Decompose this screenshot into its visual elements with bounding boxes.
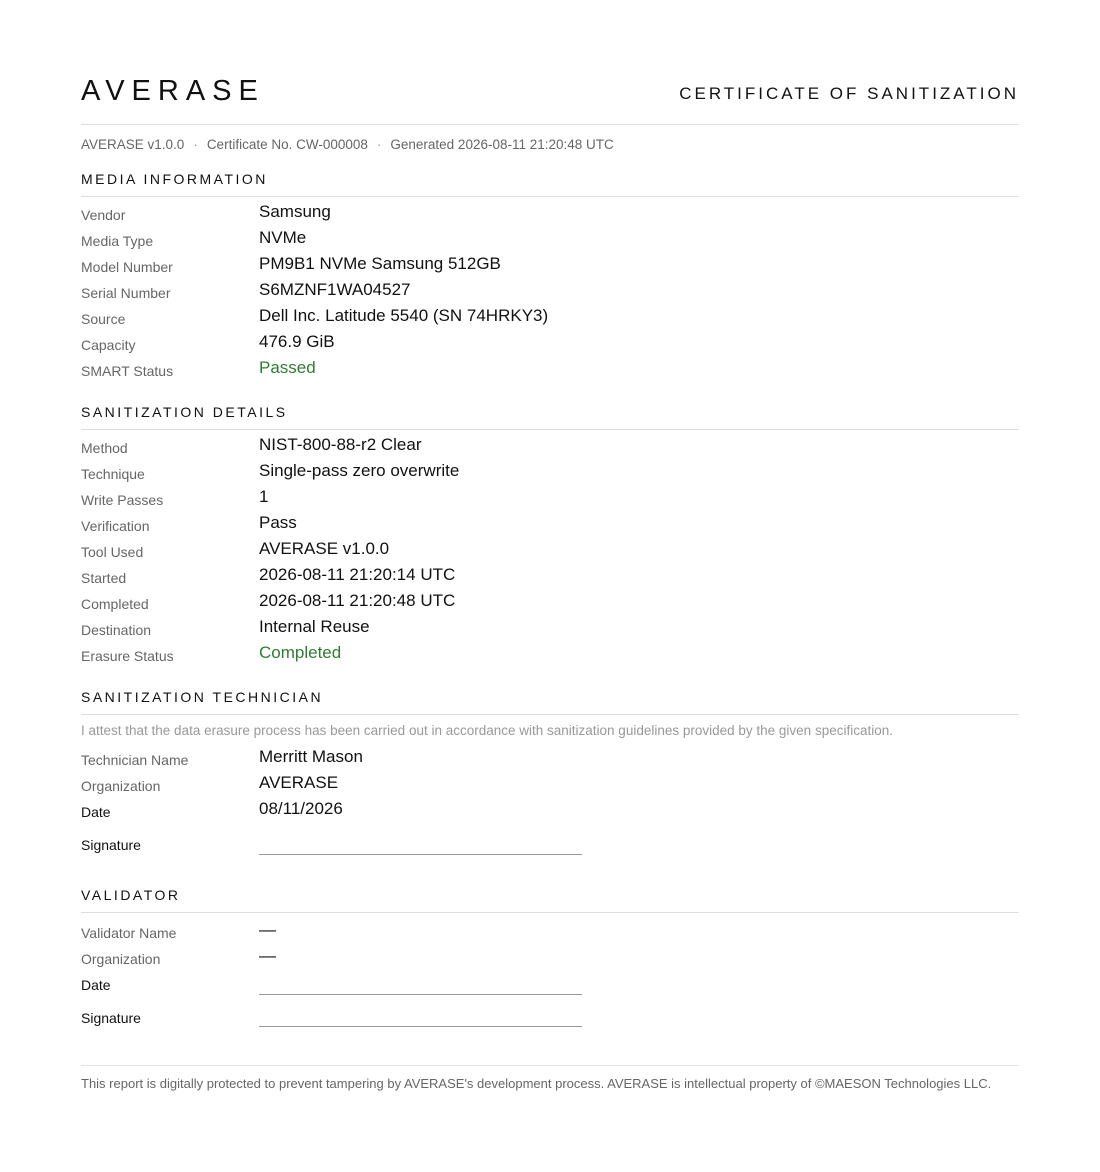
row-value: Internal Reuse — [259, 617, 370, 636]
row-label: Erasure Status — [81, 648, 174, 664]
sanitization-row-method — [81, 433, 1019, 459]
certificate-meta — [81, 137, 614, 153]
row-value: 2026-08-11 21:20:14 UTC — [259, 565, 456, 584]
row-label: Tool Used — [81, 544, 144, 560]
row-value: 1 — [259, 487, 269, 506]
section-title-media: MEDIA INFORMATION — [81, 171, 1019, 197]
row-label: Organization — [81, 951, 161, 967]
row-label: Verification — [81, 518, 150, 534]
signature-label: Signature — [81, 837, 141, 853]
technician-signature-line — [259, 853, 582, 855]
row-label: Method — [81, 440, 128, 456]
sanitization-row-destination — [81, 615, 1019, 641]
row-value: Pass — [259, 513, 297, 532]
sanitization-row-tool-used — [81, 537, 1019, 563]
row-value: 08/11/2026 — [259, 799, 343, 818]
media-row-serial-number — [81, 278, 1019, 304]
row-label: Technician Name — [81, 752, 189, 768]
validator-row-organization — [81, 944, 1019, 970]
sanitization-row-write-passes — [81, 485, 1019, 511]
meta-certificate-number: Certificate No. CW-000008 — [206, 137, 368, 152]
sanitization-row-erasure-status — [81, 641, 1019, 667]
brand-logo-text: AVERASE — [81, 75, 265, 107]
row-value: 2026-08-11 21:20:48 UTC — [259, 591, 456, 610]
validator-row-name — [81, 918, 1019, 944]
row-label: SMART Status — [81, 363, 174, 379]
row-label: Date — [81, 804, 111, 820]
row-label: Started — [81, 570, 127, 586]
row-value: NVMe — [259, 228, 307, 247]
row-value: Dell Inc. Latitude 5540 (SN 74HRKY3) — [259, 306, 549, 325]
sanitization-row-completed — [81, 589, 1019, 615]
validator-signature-line — [259, 1025, 582, 1027]
media-row-source — [81, 304, 1019, 330]
section-title-validator: VALIDATOR — [81, 887, 1019, 913]
media-row-media-type — [81, 226, 1019, 252]
validator-date-line — [259, 993, 582, 995]
technician-row-name — [81, 745, 1019, 771]
sanitization-row-technique — [81, 459, 1019, 485]
certificate-title: CERTIFICATE OF SANITIZATION — [679, 84, 1019, 103]
row-value: Samsung — [259, 202, 331, 221]
row-value: PM9B1 NVMe Samsung 512GB — [259, 254, 501, 273]
row-label: Validator Name — [81, 925, 177, 941]
row-value: AVERASE v1.0.0 — [259, 539, 390, 558]
meta-generated: Generated 2026-08-11 21:20:48 UTC — [390, 137, 614, 152]
row-label: Media Type — [81, 233, 154, 249]
technician-row-organization — [81, 771, 1019, 797]
row-value: 476.9 GiB — [259, 332, 335, 351]
section-title-technician: SANITIZATION TECHNICIAN — [81, 689, 1019, 715]
row-label: Capacity — [81, 337, 136, 353]
media-row-capacity — [81, 330, 1019, 356]
meta-separator: · — [376, 137, 382, 152]
row-value: Single-pass zero overwrite — [259, 461, 460, 480]
row-value: — — [259, 920, 276, 939]
media-row-vendor — [81, 200, 1019, 226]
row-label: Completed — [81, 596, 149, 612]
row-label: Vendor — [81, 207, 126, 223]
footer-notice: This report is digitally protected to prevent tampering by AVERASE's development process. AVERASE is intellectual property of ©MAESON Technologies LLC. — [81, 1065, 1019, 1092]
row-label: Source — [81, 311, 126, 327]
certificate-header — [81, 76, 1019, 125]
row-label: Destination — [81, 622, 152, 638]
sanitization-row-verification — [81, 511, 1019, 537]
row-value: S6MZNF1WA04527 — [259, 280, 411, 299]
row-label: Organization — [81, 778, 161, 794]
row-value: Merritt Mason — [259, 747, 363, 766]
sanitization-row-started — [81, 563, 1019, 589]
attestation-statement: I attest that the data erasure process has been carried out in accordance with sanitization guidelines provided by the given specification. — [81, 723, 893, 738]
date-label: Date — [81, 977, 111, 993]
erasure-status-value: Completed — [259, 643, 342, 662]
row-label: Write Passes — [81, 492, 164, 508]
smart-status-value: Passed — [259, 358, 316, 377]
row-value: NIST-800-88-r2 Clear — [259, 435, 422, 454]
row-value: — — [259, 946, 276, 965]
row-label: Technique — [81, 466, 145, 482]
technician-row-date — [81, 797, 1019, 823]
signature-label: Signature — [81, 1010, 141, 1026]
row-label: Model Number — [81, 259, 173, 275]
row-value: AVERASE — [259, 773, 339, 792]
meta-separator: · — [193, 137, 198, 152]
media-row-model-number — [81, 252, 1019, 278]
meta-version: AVERASE v1.0.0 — [81, 137, 185, 152]
media-row-smart-status — [81, 356, 1019, 382]
section-title-sanitization: SANITIZATION DETAILS — [81, 404, 1019, 430]
row-label: Serial Number — [81, 285, 171, 301]
